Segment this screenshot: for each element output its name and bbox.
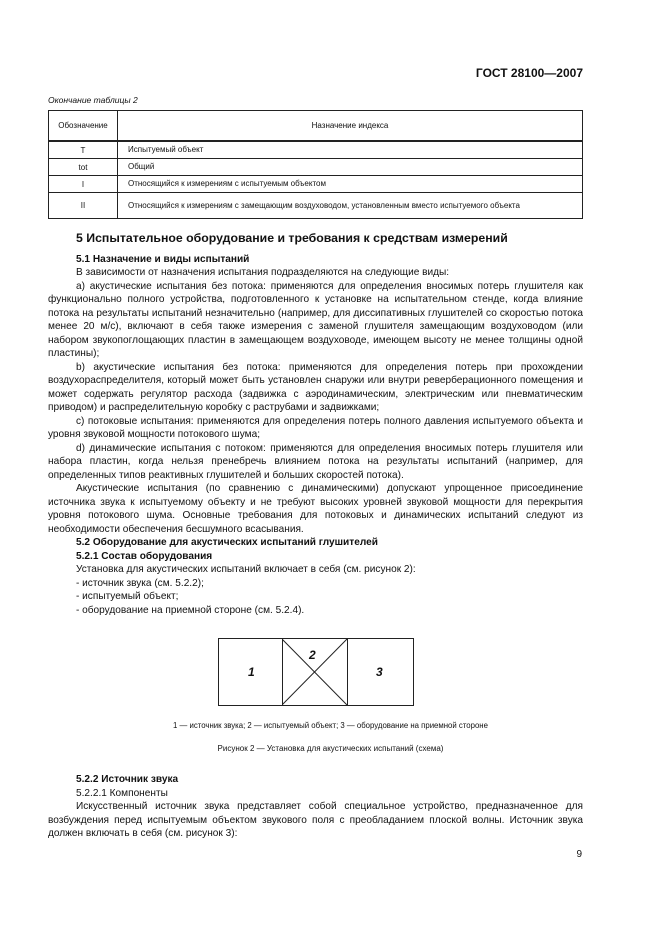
cell-meaning: Общий bbox=[118, 159, 583, 176]
paragraph: Установка для акустических испытаний включает в себя (см. рисунок 2): bbox=[76, 564, 416, 575]
label-3: 3 bbox=[376, 665, 383, 679]
section-5-2-2-body bbox=[48, 773, 583, 841]
cell-symbol: II bbox=[49, 193, 118, 219]
cell-meaning: Относящийся к измерениям с замещающим воздуховодом, установленным вместо испытуемого объекта bbox=[118, 193, 583, 219]
cell-meaning: Испытуемый объект bbox=[118, 141, 583, 159]
index-table bbox=[48, 110, 583, 219]
paragraph: Искусственный источник звука представляет собой специальное устройство, предназначенное для возбуждения перед испытуемым объектом звукового поля с преобладанием плоской волны. Источник звука должен включать в себя (см. рисунок 3): bbox=[48, 801, 583, 839]
table-header-row bbox=[49, 111, 583, 142]
page-number: 9 bbox=[576, 849, 582, 860]
paragraph: d) динамические испытания с потоком: применяются для определения вносимых потерь глушителя или набора пластин, когда нельзя пренебречь влиянием потока на результаты испытаний (например, для определенных типов реактивных глушителей и больших скоростей потока). bbox=[48, 442, 583, 481]
col-header-symbol: Обозначение bbox=[49, 111, 118, 142]
table-row bbox=[49, 159, 583, 176]
list-item: - испытуемый объект; bbox=[76, 591, 179, 602]
section-title: 5 Испытательное оборудование и требования к средствам измерений bbox=[76, 231, 508, 245]
section-5-body bbox=[48, 231, 583, 617]
figure-2-diagram bbox=[218, 638, 414, 706]
table-caption: Окончание таблицы 2 bbox=[48, 95, 138, 105]
sound-source-box bbox=[219, 639, 283, 705]
col-header-meaning: Назначение индекса bbox=[118, 111, 583, 142]
table-row bbox=[49, 193, 583, 219]
label-2: 2 bbox=[309, 648, 316, 662]
subsection-title: 5.2.2 Источник звука bbox=[76, 774, 179, 785]
cell-symbol: tot bbox=[49, 159, 118, 176]
figure-legend: 1 — источник звука; 2 — испытуемый объект; 3 — оборудование на приемной стороне bbox=[173, 721, 488, 730]
table-row bbox=[49, 176, 583, 193]
paragraph: b) акустические испытания без потока: применяются для определения потерь при прохождении воздухораспределителя, который может быть установлен снаружи или внутри реверберационного помещения и может содержать регулятор расхода (задвижка с аэродинамическим, электрическим или пневматическим приводом) и распределительную коробку с раструбами и задвижками; bbox=[48, 361, 583, 413]
cell-meaning: Относящийся к измерениям с испытуемым объектом bbox=[118, 176, 583, 193]
paragraph: с) потоковые испытания: применяются для определения потерь полного давления испытуемого объекта и уровня звуковой мощности потокового шума; bbox=[48, 415, 583, 440]
document-code: ГОСТ 28100—2007 bbox=[475, 66, 583, 80]
subsection-title: 5.1 Назначение и виды испытаний bbox=[76, 253, 250, 265]
figure-title: Рисунок 2 — Установка для акустических испытаний (схема) bbox=[217, 744, 444, 753]
cell-symbol: T bbox=[49, 141, 118, 159]
cell-symbol: I bbox=[49, 176, 118, 193]
test-object-box bbox=[282, 639, 348, 705]
table-row bbox=[49, 141, 583, 159]
list-item: - источник звука (см. 5.2.2); bbox=[76, 577, 204, 589]
paragraph: Акустические испытания (по сравнению с динамическими) допускают упрощенное присоединение источника звука к испытуемому объекту и не требуют высоких уровней звуковой мощности для перекрытия уровня потокового шума. Основные требования для потоковых и динамических испытаний следуют из необходимости обеспечения бесшумного всасывания. bbox=[48, 483, 583, 535]
paragraph: а) акустические испытания без потока: применяются для определения вносимых потерь глушителя как функционально полного устройства, подготовленного к установке на испытательном стенде, когда влияние потока на результаты испытаний незначительно (например, для диссипативных глушителей со скоростью потока менее 20 м/с), включают в себя также измерения с заменой глушителя замещающим воздуховодом (или набором звукопоглощающих пластин в замещающем воздуховоде, имеющем высоту не менее толщины одной пластины); bbox=[48, 280, 583, 359]
subsection-title: 5.2.2.1 Компоненты bbox=[76, 787, 168, 799]
paragraph: В зависимости от назначения испытания подразделяются на следующие виды: bbox=[76, 267, 450, 278]
receiving-equipment-box bbox=[347, 639, 413, 705]
list-item: - оборудование на приемной стороне (см. 5.2.4). bbox=[76, 604, 305, 616]
subsection-title: 5.2 Оборудование для акустических испытаний глушителей bbox=[76, 537, 378, 548]
label-1: 1 bbox=[248, 665, 255, 679]
subsection-title: 5.2.1 Состав оборудования bbox=[76, 550, 213, 562]
